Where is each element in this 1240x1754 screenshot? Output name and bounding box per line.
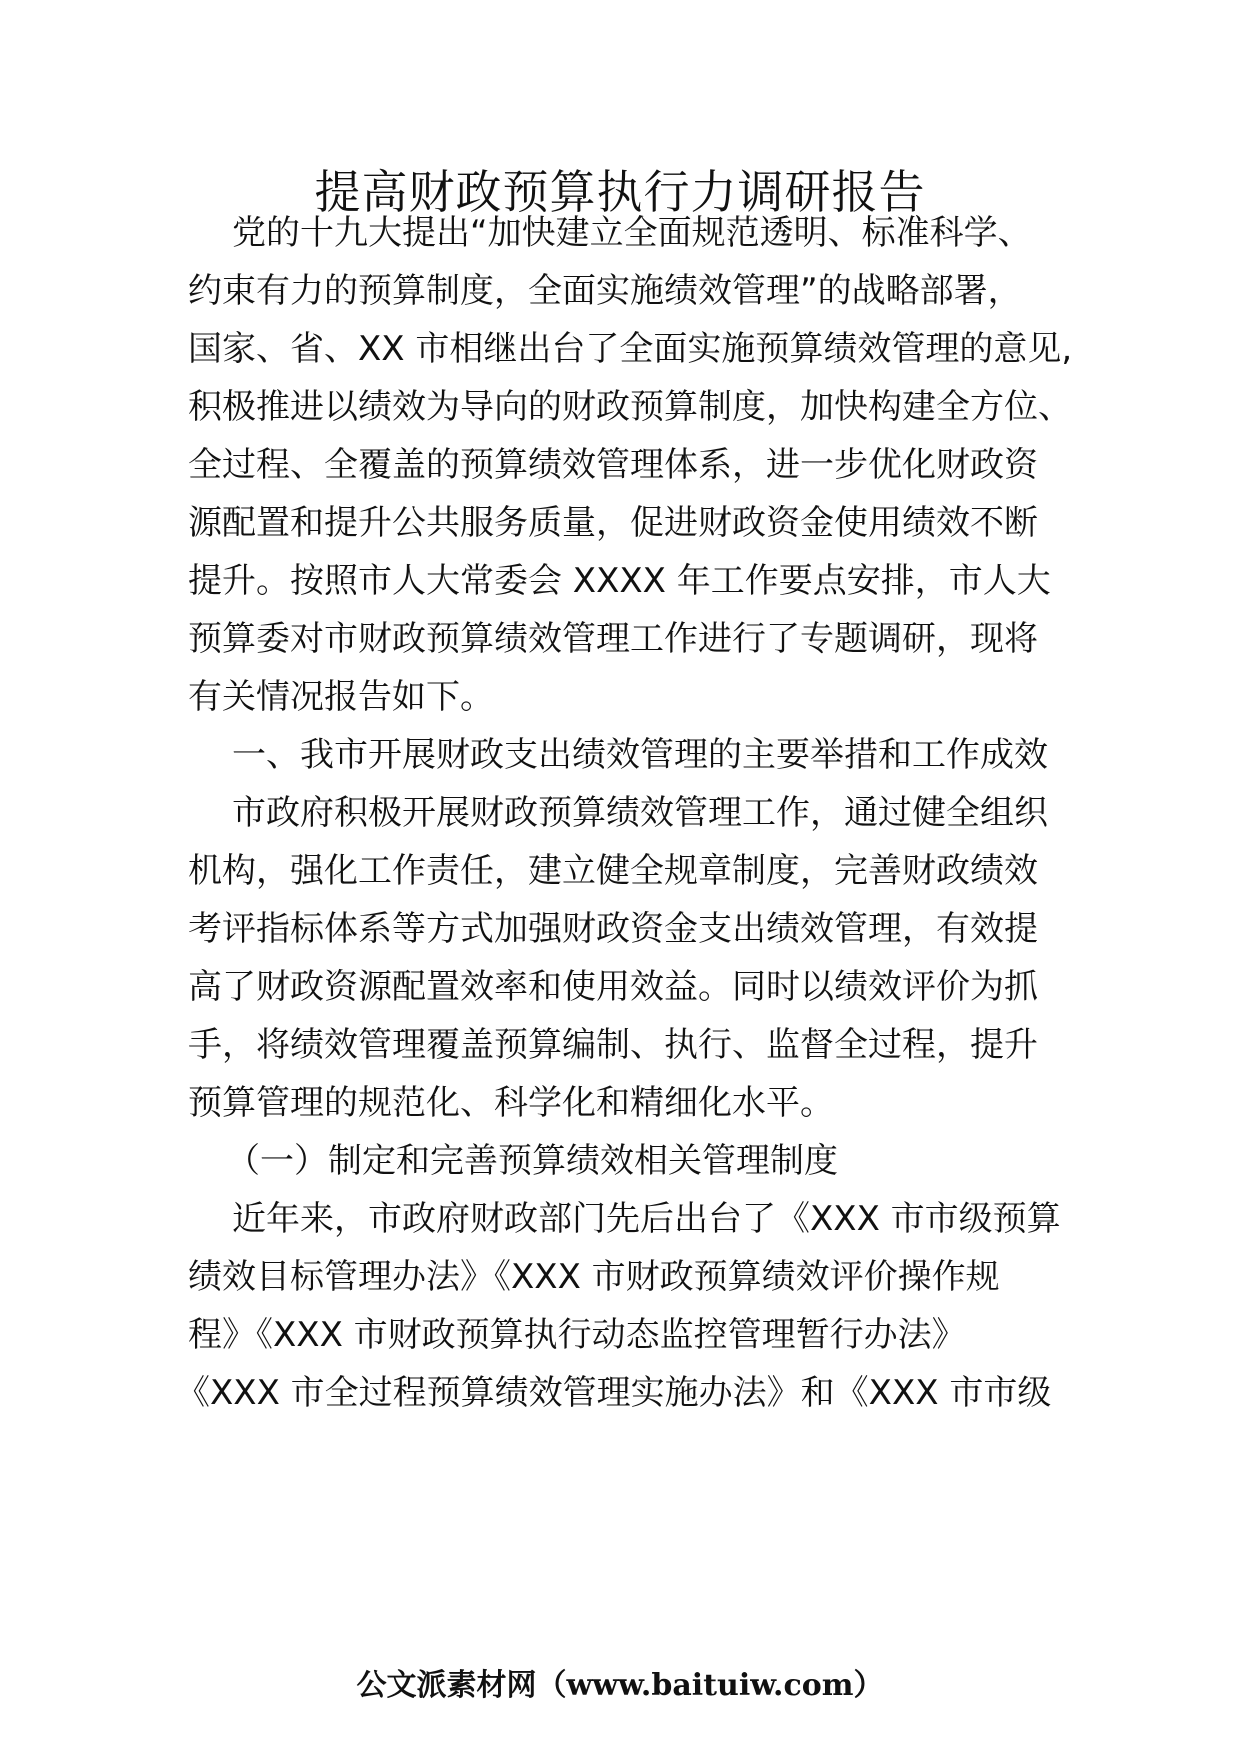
body-line: 有关情况报告如下。 [188, 677, 494, 717]
subsection-heading: （一）制定和完善预算绩效相关管理制度 [226, 1141, 838, 1181]
body-line: 积极推进以绩效为导向的财政预算制度，加快构建全方位、 [188, 387, 1072, 427]
body-line: 近年来，市政府财政部门先后出台了《XXX 市市级预算 [232, 1199, 1061, 1239]
body-line: 源配置和提升公共服务质量，促进财政资金使用绩效不断 [188, 503, 1038, 543]
body-line: 党的十九大提出“加快建立全面规范透明、标准科学、 [232, 213, 1032, 253]
document-title: 提高财政预算执行力调研报告 [314, 165, 926, 219]
body-line: 手，将绩效管理覆盖预算编制、执行、监督全过程，提升 [188, 1025, 1038, 1065]
body-line: 考评指标体系等方式加强财政资金支出绩效管理，有效提 [188, 909, 1038, 949]
body-line: 国家、省、XX 市相继出台了全面实施预算绩效管理的意见, [188, 329, 1073, 369]
body-line: 机构，强化工作责任，建立健全规章制度，完善财政绩效 [188, 851, 1038, 891]
body-line: 《XXX 市全过程预算绩效管理实施办法》和《XXX 市市级 [176, 1373, 1052, 1413]
body-line: 程》《XXX 市财政预算执行动态监控管理暂行办法》 [188, 1315, 966, 1355]
body-line: 市政府积极开展财政预算绩效管理工作，通过健全组织 [232, 793, 1048, 833]
body-line: 高了财政资源配置效率和使用效益。同时以绩效评价为抓 [188, 967, 1038, 1007]
body-line: 预算管理的规范化、科学化和精细化水平。 [188, 1083, 834, 1123]
body-line: 约束有力的预算制度，全面实施绩效管理”的战略部署， [188, 271, 1022, 311]
body-line: 全过程、全覆盖的预算绩效管理体系，进一步优化财政资 [188, 445, 1038, 485]
footer-watermark: 公文派素材网（www.baituiw.com） [356, 1668, 884, 1703]
section-heading: 一、我市开展财政支出绩效管理的主要举措和工作成效 [232, 735, 1048, 775]
body-line: 绩效目标管理办法》《XXX 市财政预算绩效评价操作规 [188, 1257, 1000, 1297]
body-line: 提升。按照市人大常委会 XXXX 年工作要点安排，市人大 [188, 561, 1051, 601]
body-line: 预算委对市财政预算绩效管理工作进行了专题调研，现将 [188, 619, 1038, 659]
